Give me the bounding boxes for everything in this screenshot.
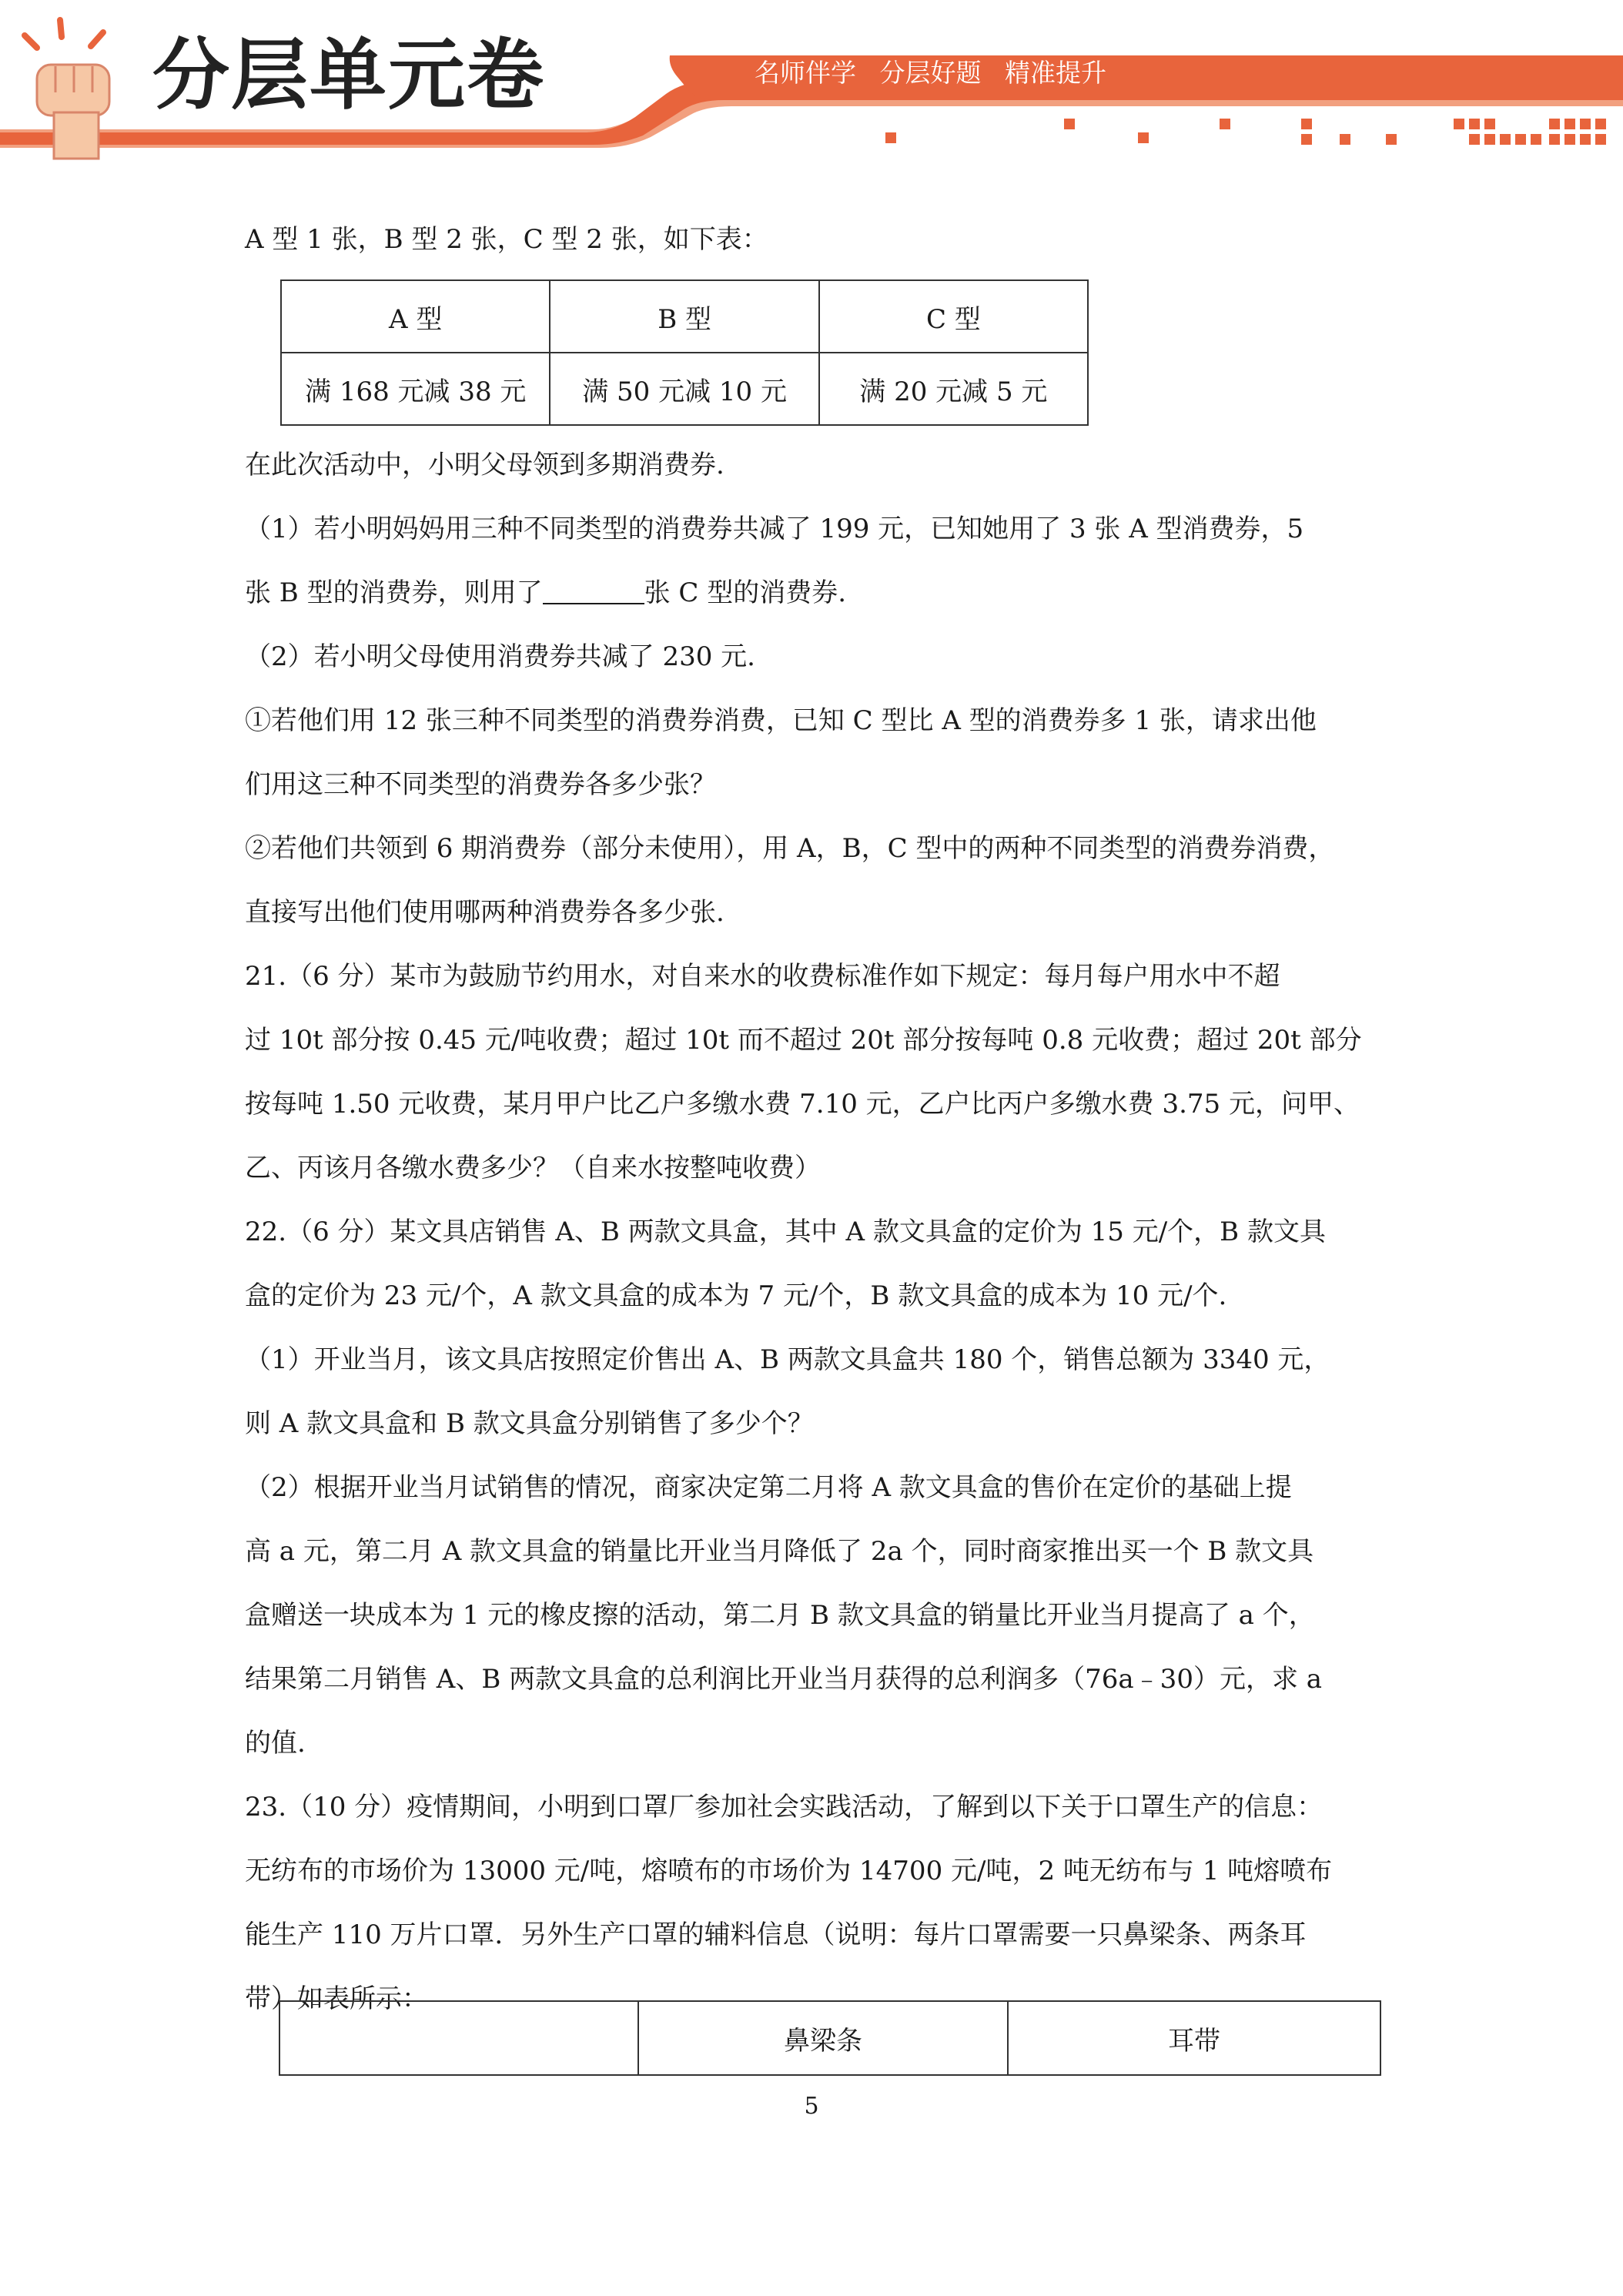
table-header-row: [281, 280, 1088, 353]
table-cell: 满 50 元减 10 元: [550, 353, 818, 425]
table-header-cell: B 型: [550, 280, 818, 353]
text-line: 能生产 110 万片口罩．另外生产口罩的辅料信息（说明：每片口罩需要一只鼻梁条、两条耳: [245, 1919, 1307, 1950]
text-line: 乙、丙该月各缴水费多少？（自来水按整吨收费）: [245, 1153, 821, 1183]
brand-slogan: 名师伴学 分层好题 精准提升: [755, 58, 1106, 88]
table-cell: 满 168 元减 38 元: [281, 353, 550, 425]
question-22: 22.（6 分）某文具店销售 A、B 两款文具盒，其中 A 款文具盒的定价为 15 元/个，B 款文具: [245, 1217, 1326, 1247]
question-23: 23.（10 分）疫情期间，小明到口罩厂参加社会实践活动，了解到以下关于口罩生产的信息：: [245, 1792, 1323, 1822]
table-header-cell: 鼻梁条: [638, 2001, 1008, 2075]
question-21: 21.（6 分）某市为鼓励节约用水，对自来水的收费标准作如下规定：每月每户用水中不超: [245, 961, 1280, 992]
coupon-table: [280, 279, 1089, 426]
brand-title: 分层单元卷: [152, 30, 545, 120]
table-header-cell: 耳带: [1008, 2001, 1380, 2075]
material-table: [279, 2000, 1381, 2076]
text-line: 无纺布的市场价为 13000 元/吨，熔喷布的市场价为 14700 元/吨，2 吨无纺布与 1 吨熔喷布: [245, 1856, 1333, 1886]
text-line: 们用这三种不同类型的消费券各多少张？: [245, 769, 716, 800]
text-line: 高 a 元，第二月 A 款文具盒的销量比开业当月降低了 2a 个，同时商家推出买一个 B 款文具: [245, 1536, 1314, 1567]
fist-icon: [14, 17, 129, 163]
text-line: （2）根据开业当月试销售的情况，商家决定第二月将 A 款文具盒的售价在定价的基础上提: [245, 1472, 1292, 1503]
text-line: 结果第二月销售 A、B 两款文具盒的总利润比开业当月获得的总利润多（76a﹣30）元，求 a: [245, 1664, 1323, 1695]
text-line: 则 A 款文具盒和 B 款文具盒分别销售了多少个？: [245, 1408, 814, 1439]
text-line: 直接写出他们使用哪两种消费券各多少张.: [245, 897, 724, 928]
table-header-cell: A 型: [281, 280, 550, 353]
text-line: 盒赠送一块成本为 1 元的橡皮擦的活动，第二月 B 款文具盒的销量比开业当月提高了 a 个，: [245, 1600, 1315, 1631]
question-part-2: （2）若小明父母使用消费券共减了 230 元.: [245, 641, 755, 672]
text-line: 按每吨 1.50 元收费，某月甲户比乙户多缴水费 7.10 元，乙户比丙户多缴水费 3.75 元，问甲、: [245, 1089, 1360, 1120]
text-line: 盒的定价为 23 元/个，A 款文具盒的成本为 7 元/个，B 款文具盒的成本为 10 元/个.: [245, 1280, 1227, 1311]
table-header-cell: C 型: [819, 280, 1088, 353]
text-line: 带）如表所示：: [245, 1983, 428, 2014]
text-line: 在此次活动中，小明父母领到多期消费券.: [245, 450, 724, 480]
page-header: [0, 0, 1623, 169]
question-part-1: （1）若小明妈妈用三种不同类型的消费券共减了 199 元，已知她用了 3 张 A 型消费券，5: [245, 514, 1304, 544]
page-number: 5: [804, 2093, 819, 2120]
answer-blank: [543, 580, 644, 604]
table-row: [281, 353, 1088, 425]
text-segment: 张 C 型的消费券.: [644, 577, 847, 608]
table-header-row: [279, 2001, 1380, 2075]
text-line: （1）开业当月，该文具店按照定价售出 A、B 两款文具盒共 180 个，销售总额为 3340 元，: [245, 1344, 1330, 1375]
text-line: [245, 561, 1380, 625]
text-segment: 张 B 型的消费券，则用了: [245, 577, 543, 608]
table-header-cell: [279, 2001, 638, 2075]
text-line: A 型 1 张，B 型 2 张，C 型 2 张，如下表：: [245, 224, 768, 255]
text-line: 的值.: [245, 1728, 306, 1759]
text-line: ①若他们用 12 张三种不同类型的消费券消费，已知 C 型比 A 型的消费券多 1 张，请求出他: [245, 705, 1317, 736]
text-line: 过 10t 部分按 0.45 元/吨收费；超过 10t 而不超过 20t 部分按每吨 0.8 元收费；超过 20t 部分: [245, 1025, 1362, 1056]
text-line: ②若他们共领到 6 期消费券（部分未使用），用 A，B，C 型中的两种不同类型的消费券消费，: [245, 833, 1335, 864]
page-content: [245, 208, 1380, 2031]
table-cell: 满 20 元减 5 元: [819, 353, 1088, 425]
